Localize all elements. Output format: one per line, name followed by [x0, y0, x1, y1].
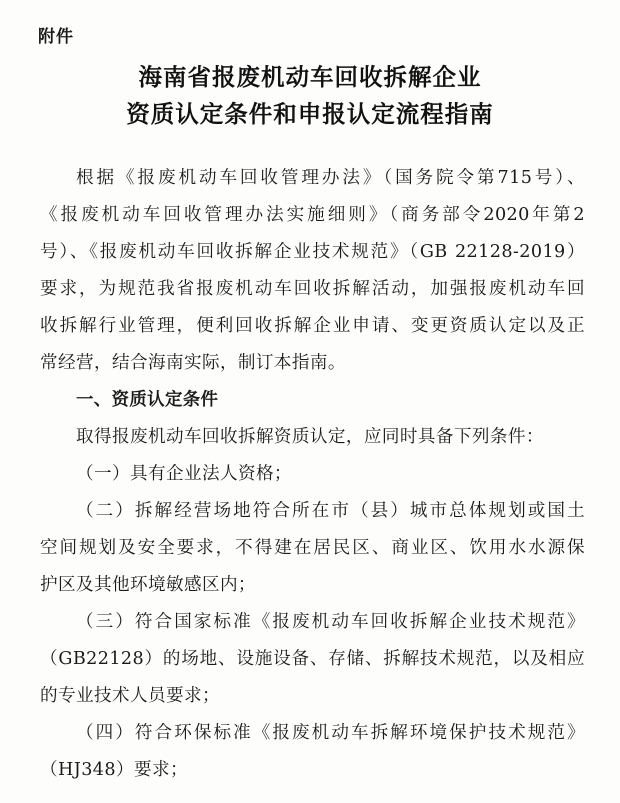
paragraph-line: 护区及其他环境敏感区内； — [40, 575, 256, 595]
document-title-line-2: 资质认定条件和申报认定流程指南 — [126, 100, 494, 128]
condition-item: （三）符合国家标准《报废机动车回收拆解企业技术规范》 — [76, 612, 585, 632]
paragraph-line: 的专业技术人员要求； — [40, 686, 220, 706]
paragraph-line: 要求，为规范我省报废机动车回收拆解活动，加强报废机动车回 — [40, 279, 585, 299]
paragraph-line: 取得报废机动车回收拆解资质认定，应同时具备下列条件： — [76, 427, 544, 447]
paragraph-line: （GB22128）的场地、设施设备、存储、拆解技术规范，以及相应 — [40, 649, 585, 669]
paragraph-line: 根据《报废机动车回收管理办法》（国务院令第715号）、 — [76, 168, 585, 188]
paragraph-line: （HJ348）要求； — [40, 760, 188, 780]
section-heading: 一、资质认定条件 — [76, 390, 219, 410]
paragraph-line: 常经营，结合海南实际，制订本指南。 — [40, 353, 346, 373]
document-title-line-1: 海南省报废机动车回收拆解企业 — [138, 63, 482, 91]
paragraph-line: 收拆解行业管理，便利回收拆解企业申请、变更资质认定以及正 — [40, 316, 585, 336]
paragraph-line: 《报废机动车回收管理办法实施细则》（商务部令2020年第2 — [40, 205, 585, 225]
condition-item: （四）符合环保标准《报废机动车拆解环境保护技术规范》 — [76, 723, 585, 743]
attachment-label: 附件 — [38, 27, 74, 47]
condition-item: （一）具有企业法人资格； — [76, 464, 292, 484]
paragraph-line: 号）、《报废机动车回收拆解企业技术规范》（GB 22128-2019） — [40, 242, 585, 262]
paragraph-line: 空间规划及安全要求，不得建在居民区、商业区、饮用水水源保 — [40, 538, 585, 558]
condition-item: （二）拆解经营场地符合所在市（县）城市总体规划或国土 — [76, 501, 585, 521]
